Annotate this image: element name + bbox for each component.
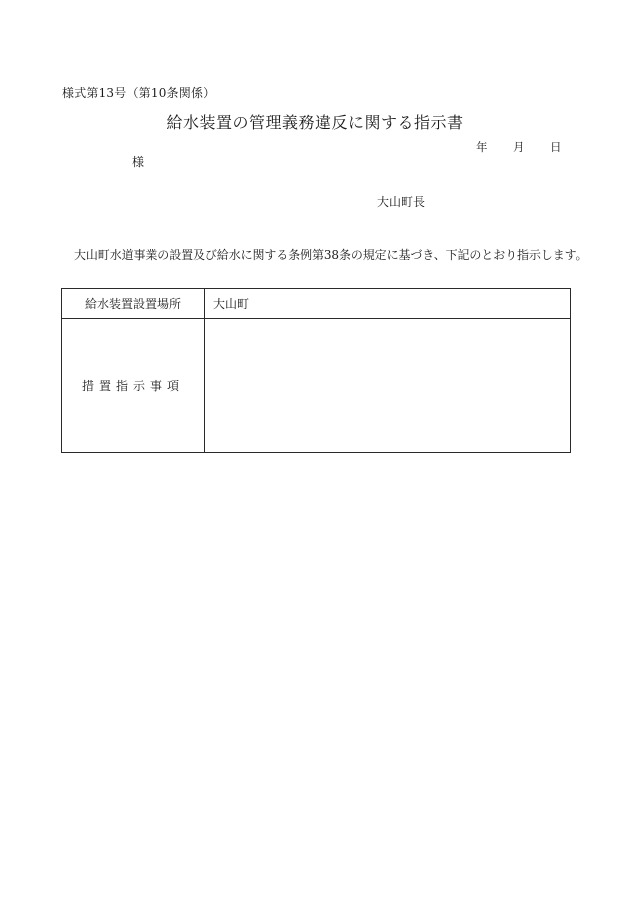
location-label: 給水装置設置場所 bbox=[84, 297, 181, 311]
instruction-label: 措置指示事項 bbox=[81, 379, 184, 393]
addressee-suffix: 様 bbox=[132, 155, 145, 169]
location-value: 大山町 bbox=[213, 297, 250, 311]
issuer-name: 大山町長 bbox=[377, 195, 426, 209]
form-number: 様式第13号（第10条関係） bbox=[62, 86, 216, 100]
date-line bbox=[476, 139, 562, 155]
instruction-table bbox=[61, 288, 571, 453]
document-title: 給水装置の管理義務違反に関する指示書 bbox=[166, 113, 464, 132]
date-month-label: 月 bbox=[513, 140, 525, 154]
instruction-value bbox=[205, 318, 570, 452]
body-text: 大山町水道事業の設置及び給水に関する条例第38条の規定に基づき、下記のとおり指示します。 bbox=[74, 248, 588, 262]
date-year-label: 年 bbox=[476, 140, 488, 154]
date-day-label: 日 bbox=[550, 140, 562, 154]
